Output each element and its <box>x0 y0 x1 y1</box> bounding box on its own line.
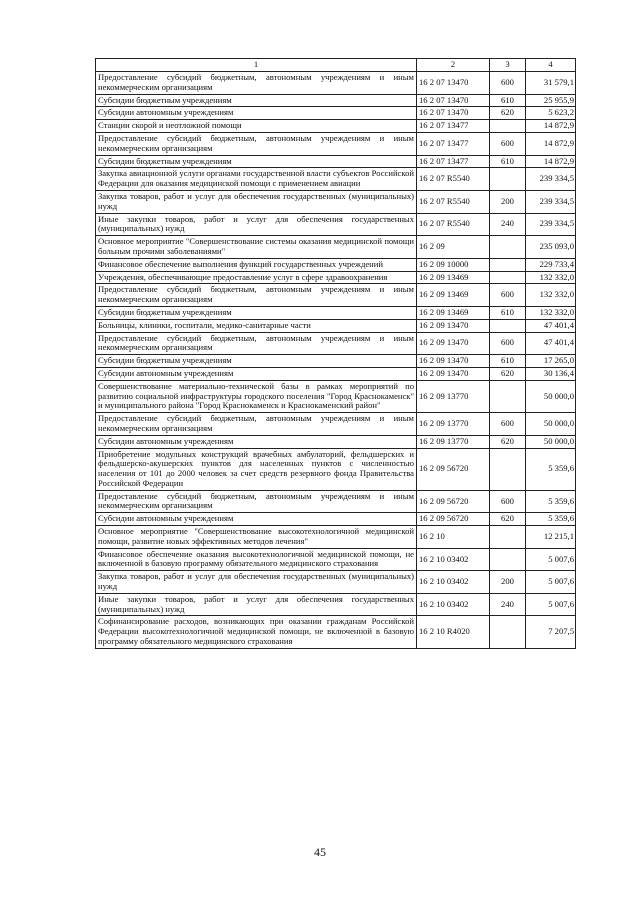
row-amount: 5 359,6 <box>526 448 576 490</box>
row-code: 16 2 09 13470 <box>417 332 490 355</box>
row-name: Иные закупки товаров, работ и услуг для обеспечения государственных (муниципальных) нужд <box>96 593 417 616</box>
row-name: Субсидии бюджетным учреждениям <box>96 155 417 168</box>
row-name: Станции скорой и неотложной помощи <box>96 120 417 133</box>
row-name: Субсидии бюджетным учреждениям <box>96 94 417 107</box>
row-code: 16 2 10 <box>417 526 490 549</box>
row-name: Предоставление субсидий бюджетным, автономным учреждениям и иным некоммерческим организациям <box>96 413 417 436</box>
row-name: Иные закупки товаров, работ и услуг для обеспечения государственных (муниципальных) нужд <box>96 213 417 236</box>
row-vr: 200 <box>490 190 526 213</box>
row-amount: 7 207,5 <box>526 616 576 648</box>
row-vr: 600 <box>490 132 526 155</box>
row-amount: 50 000,0 <box>526 380 576 412</box>
row-name: Приобретение модульных конструкций врачебных амбулаторий, фельдшерских и фельдшерско-акушерских пунктов для населенных пунктов с численностью населения от 101 до 2000 человек за счет средств резервного фонда Правительства Российской Федерации <box>96 448 417 490</box>
row-amount: 132 332,0 <box>526 284 576 307</box>
row-vr: 600 <box>490 332 526 355</box>
row-code: 16 2 09 13470 <box>417 367 490 380</box>
row-code: 16 2 09 13470 <box>417 319 490 332</box>
header-col-3: 3 <box>490 59 526 72</box>
table-row <box>96 435 576 448</box>
row-name: Предоставление субсидий бюджетным, автономным учреждениям и иным некоммерческим организациям <box>96 284 417 307</box>
row-vr: 600 <box>490 490 526 513</box>
row-vr <box>490 236 526 259</box>
row-name: Учреждения, обеспечивающие предоставление услуг в сфере здравоохранения <box>96 271 417 284</box>
row-amount: 14 872,9 <box>526 132 576 155</box>
table-row <box>96 72 576 95</box>
table-row <box>96 355 576 368</box>
row-code: 16 2 09 56720 <box>417 448 490 490</box>
row-vr <box>490 448 526 490</box>
page-number: 45 <box>314 845 326 859</box>
row-code: 16 2 09 10000 <box>417 258 490 271</box>
row-vr <box>490 271 526 284</box>
row-name: Закупка товаров, работ и услуг для обеспечения государственных (муниципальных) нужд <box>96 571 417 594</box>
row-code: 16 2 10 03402 <box>417 548 490 571</box>
row-amount: 239 334,5 <box>526 213 576 236</box>
row-amount: 31 579,1 <box>526 72 576 95</box>
table-row <box>96 513 576 526</box>
row-amount: 17 265,0 <box>526 355 576 368</box>
row-amount: 5 623,2 <box>526 107 576 120</box>
table-row <box>96 271 576 284</box>
row-name: Предоставление субсидий бюджетным, автономным учреждениям и иным некоммерческим организациям <box>96 490 417 513</box>
row-code: 16 2 07 13470 <box>417 94 490 107</box>
table-row <box>96 236 576 259</box>
table-row <box>96 94 576 107</box>
row-vr: 610 <box>490 155 526 168</box>
row-name: Субсидии автономным учреждениям <box>96 367 417 380</box>
table-row <box>96 155 576 168</box>
row-code: 16 2 10 R4020 <box>417 616 490 648</box>
row-vr: 600 <box>490 284 526 307</box>
row-code: 16 2 07 13470 <box>417 72 490 95</box>
table-header-row <box>96 59 576 72</box>
row-amount: 5 359,6 <box>526 490 576 513</box>
table-row <box>96 132 576 155</box>
row-name: Совершенствование материально-технической базы в рамках мероприятий по развитию социальной инфраструктуры городского поселения "Город Краснокаменск" и муниципального района "Город Краснокаменск и Краснокаменский район" <box>96 380 417 412</box>
table-row <box>96 367 576 380</box>
row-code: 16 2 09 13770 <box>417 435 490 448</box>
table-row <box>96 332 576 355</box>
row-amount: 5 007,6 <box>526 593 576 616</box>
row-code: 16 2 09 <box>417 236 490 259</box>
row-name: Закупка авиационной услуги органами государственной власти субъектов Российской Федерации для оказания медицинской помощи с применением авиации <box>96 168 417 191</box>
row-vr <box>490 319 526 332</box>
row-vr: 240 <box>490 213 526 236</box>
table-row <box>96 258 576 271</box>
row-code: 16 2 09 13770 <box>417 413 490 436</box>
row-amount: 47 401,4 <box>526 319 576 332</box>
row-vr <box>490 258 526 271</box>
row-vr <box>490 526 526 549</box>
row-name: Предоставление субсидий бюджетным, автономным учреждениям и иным некоммерческим организациям <box>96 332 417 355</box>
header-col-4: 4 <box>526 59 576 72</box>
row-vr <box>490 120 526 133</box>
row-vr: 620 <box>490 107 526 120</box>
row-vr: 610 <box>490 306 526 319</box>
table-row <box>96 284 576 307</box>
row-name: Предоставление субсидий бюджетным, автономным учреждениям и иным некоммерческим организациям <box>96 132 417 155</box>
row-name: Субсидии бюджетным учреждениям <box>96 355 417 368</box>
row-code: 16 2 07 13470 <box>417 107 490 120</box>
row-amount: 239 334,5 <box>526 168 576 191</box>
row-vr <box>490 380 526 412</box>
row-amount: 5 359,6 <box>526 513 576 526</box>
table-row <box>96 319 576 332</box>
row-amount: 50 000,0 <box>526 435 576 448</box>
row-code: 16 2 09 13469 <box>417 271 490 284</box>
row-amount: 12 215,1 <box>526 526 576 549</box>
table-row <box>96 571 576 594</box>
table-row <box>96 593 576 616</box>
row-vr <box>490 548 526 571</box>
table-row <box>96 107 576 120</box>
row-name: Предоставление субсидий бюджетным, автономным учреждениям и иным некоммерческим организациям <box>96 72 417 95</box>
table-row <box>96 213 576 236</box>
table-row <box>96 490 576 513</box>
row-vr: 600 <box>490 72 526 95</box>
row-code: 16 2 07 13477 <box>417 120 490 133</box>
table-row <box>96 168 576 191</box>
row-code: 16 2 09 13469 <box>417 284 490 307</box>
row-code: 16 2 07 13477 <box>417 155 490 168</box>
row-vr <box>490 168 526 191</box>
row-code: 16 2 09 13469 <box>417 306 490 319</box>
row-vr: 620 <box>490 367 526 380</box>
row-code: 16 2 07 R5540 <box>417 190 490 213</box>
row-code: 16 2 09 13470 <box>417 355 490 368</box>
table-row <box>96 448 576 490</box>
row-code: 16 2 07 R5540 <box>417 168 490 191</box>
row-name: Основное мероприятие "Совершенствование системы оказания медицинской помощи больным прочими заболеваниями" <box>96 236 417 259</box>
row-amount: 14 872,9 <box>526 155 576 168</box>
row-amount: 235 093,0 <box>526 236 576 259</box>
row-vr: 200 <box>490 571 526 594</box>
row-amount: 25 955,9 <box>526 94 576 107</box>
row-amount: 47 401,4 <box>526 332 576 355</box>
row-amount: 239 334,5 <box>526 190 576 213</box>
row-name: Субсидии автономным учреждениям <box>96 513 417 526</box>
row-code: 16 2 10 03402 <box>417 571 490 594</box>
table-body <box>96 72 576 649</box>
row-name: Финансовое обеспечение оказания высокотехнологичной медицинской помощи, не включенной в базовую программу обязательного медицинского страхования <box>96 548 417 571</box>
row-name: Закупка товаров, работ и услуг для обеспечения государственных (муниципальных) нужд <box>96 190 417 213</box>
row-code: 16 2 09 56720 <box>417 513 490 526</box>
row-vr: 600 <box>490 413 526 436</box>
row-code: 16 2 07 13477 <box>417 132 490 155</box>
table-row <box>96 120 576 133</box>
row-name: Субсидии бюджетным учреждениям <box>96 306 417 319</box>
row-code: 16 2 09 56720 <box>417 490 490 513</box>
row-amount: 14 872,9 <box>526 120 576 133</box>
row-code: 16 2 10 03402 <box>417 593 490 616</box>
table-row <box>96 380 576 412</box>
row-vr: 620 <box>490 435 526 448</box>
header-col-2: 2 <box>417 59 490 72</box>
row-amount: 132 332,0 <box>526 271 576 284</box>
row-name: Больницы, клиники, госпитали, медико-санитарные части <box>96 319 417 332</box>
row-code: 16 2 07 R5540 <box>417 213 490 236</box>
table-row <box>96 526 576 549</box>
row-name: Финансовое обеспечение выполнения функций государственных учреждений <box>96 258 417 271</box>
row-vr: 610 <box>490 355 526 368</box>
budget-table <box>95 58 576 649</box>
table-row <box>96 413 576 436</box>
row-code: 16 2 09 13770 <box>417 380 490 412</box>
row-amount: 50 000,0 <box>526 413 576 436</box>
row-amount: 132 332,0 <box>526 306 576 319</box>
row-amount: 30 136,4 <box>526 367 576 380</box>
header-col-1: 1 <box>96 59 417 72</box>
row-amount: 5 007,6 <box>526 571 576 594</box>
row-name: Субсидии автономным учреждениям <box>96 107 417 120</box>
table-row <box>96 190 576 213</box>
row-vr: 620 <box>490 513 526 526</box>
row-name: Основное мероприятие "Совершенствование высокотехнологичной медицинской помощи, развитие новых эффективных методов лечения" <box>96 526 417 549</box>
row-amount: 5 007,6 <box>526 548 576 571</box>
table-row <box>96 306 576 319</box>
row-vr: 240 <box>490 593 526 616</box>
row-name: Субсидии автономным учреждениям <box>96 435 417 448</box>
row-vr <box>490 616 526 648</box>
row-vr: 610 <box>490 94 526 107</box>
table-row <box>96 616 576 648</box>
table-row <box>96 548 576 571</box>
row-amount: 229 733,4 <box>526 258 576 271</box>
document-page <box>95 58 575 649</box>
row-name: Софинансирование расходов, возникающих при оказании гражданам Российской Федерации высокотехнологичной медицинской помощи, не включенной в базовую программу обязательного медицинского страхования <box>96 616 417 648</box>
